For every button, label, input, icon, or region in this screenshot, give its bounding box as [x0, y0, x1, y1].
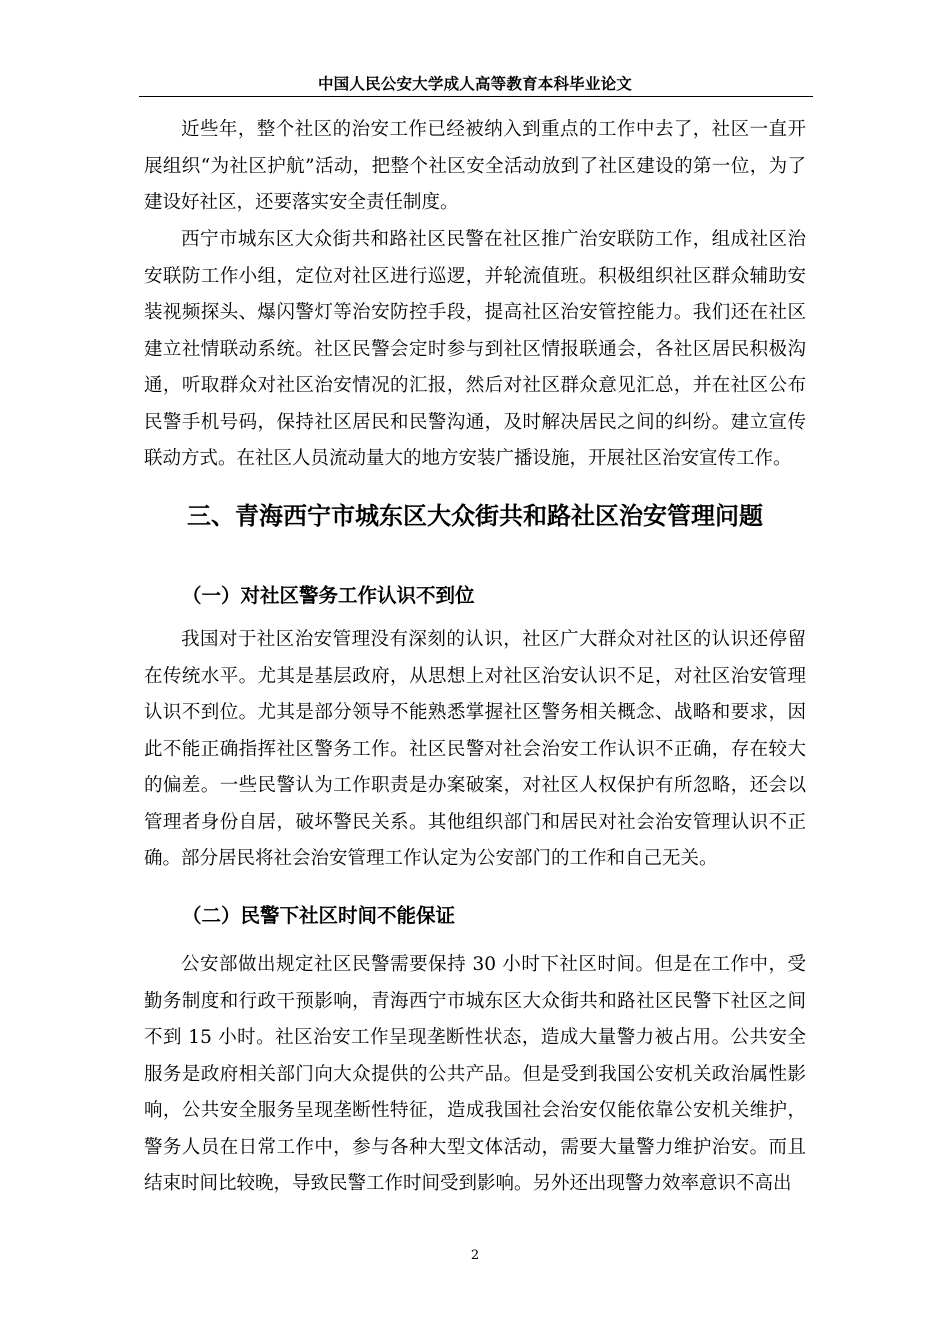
header-divider	[139, 96, 813, 97]
page-number: 2	[470, 1248, 480, 1263]
page-header-title: 中国人民公安大学成人高等教育本科毕业论文	[317, 75, 632, 93]
paragraph-awareness: 我国对于社区治安管理没有深刻的认识，社区广大群众对社区的认识还停留在传统水平。尤其是基层政府，从思想上对社区治安认识不足，对社区治安管理认识不到位。尤其是部分领导不能熟悉掌握社区警务相关概念、战略和要求，因此不能正确指挥社区警务工作。社区民警对社会治安工作认识不正确，存在较大的偏差。一些民警认为工作职责是办案破案，对社区人权保护有所忽略，还会以管理者身份自居，破坏警民关系。其他组织部门和居民对社会治安管理认识不正确。部分居民将社会治安管理工作认定为公安部门的工作和自己无关。	[144, 629, 806, 869]
paragraph-community-safety: 近些年，整个社区的治安工作已经被纳入到重点的工作中去了，社区一直开展组织“为社区护航”活动，把整个社区安全活动放到了社区建设的第一位，为了建设好社区，还要落实安全责任制度。	[144, 119, 806, 213]
paragraph-time: 公安部做出规定社区民警需要保持 30 小时下社区时间。但是在工作中，受勤务制度和行政干预影响，青海西宁市城东区大众街共和路社区民警下社区之间不到 15 小时。社区治安工作呈现垄断性状态，造成大量警力被占用。公共安全服务是政府相关部门向大众提供的公共产品。但是受到我国公安机关政治属性影响，公共安全服务呈现垄断性特征，造成我国社会治安仅能依靠公安机关维护，警务人员在日常工作中，参与各种大型文体活动，需要大量警力维护治安。而且结束时间比较晚，导致民警工作时间受到影响。另外还出现警力效率意识不高出	[144, 954, 806, 1194]
subheading-time: （二）民警下社区时间不能保证	[182, 904, 456, 927]
paragraph-joint-defense: 西宁市城东区大众街共和路社区民警在社区推广治安联防工作，组成社区治安联防工作小组，定位对社区进行巡逻，并轮流值班。积极组织社区群众辅助安装视频探头、爆闪警灯等治安防控手段，提高社区治安管控能力。我们还在社区建立社情联动系统。社区民警会定时参与到社区情报联通会，各社区居民积极沟通，听取群众对社区治安情况的汇报，然后对社区群众意见汇总，并在社区公布民警手机号码，保持社区居民和民警沟通，及时解决居民之间的纠纷。建立宣传联动方式。在社区人员流动量大的地方安装广播设施，开展社区治安宣传工作。	[144, 229, 806, 469]
subheading-awareness: （一）对社区警务工作认识不到位	[182, 584, 475, 607]
section-heading-problems: 三、青海西宁市城东区大众街共和路社区治安管理问题	[187, 502, 763, 530]
